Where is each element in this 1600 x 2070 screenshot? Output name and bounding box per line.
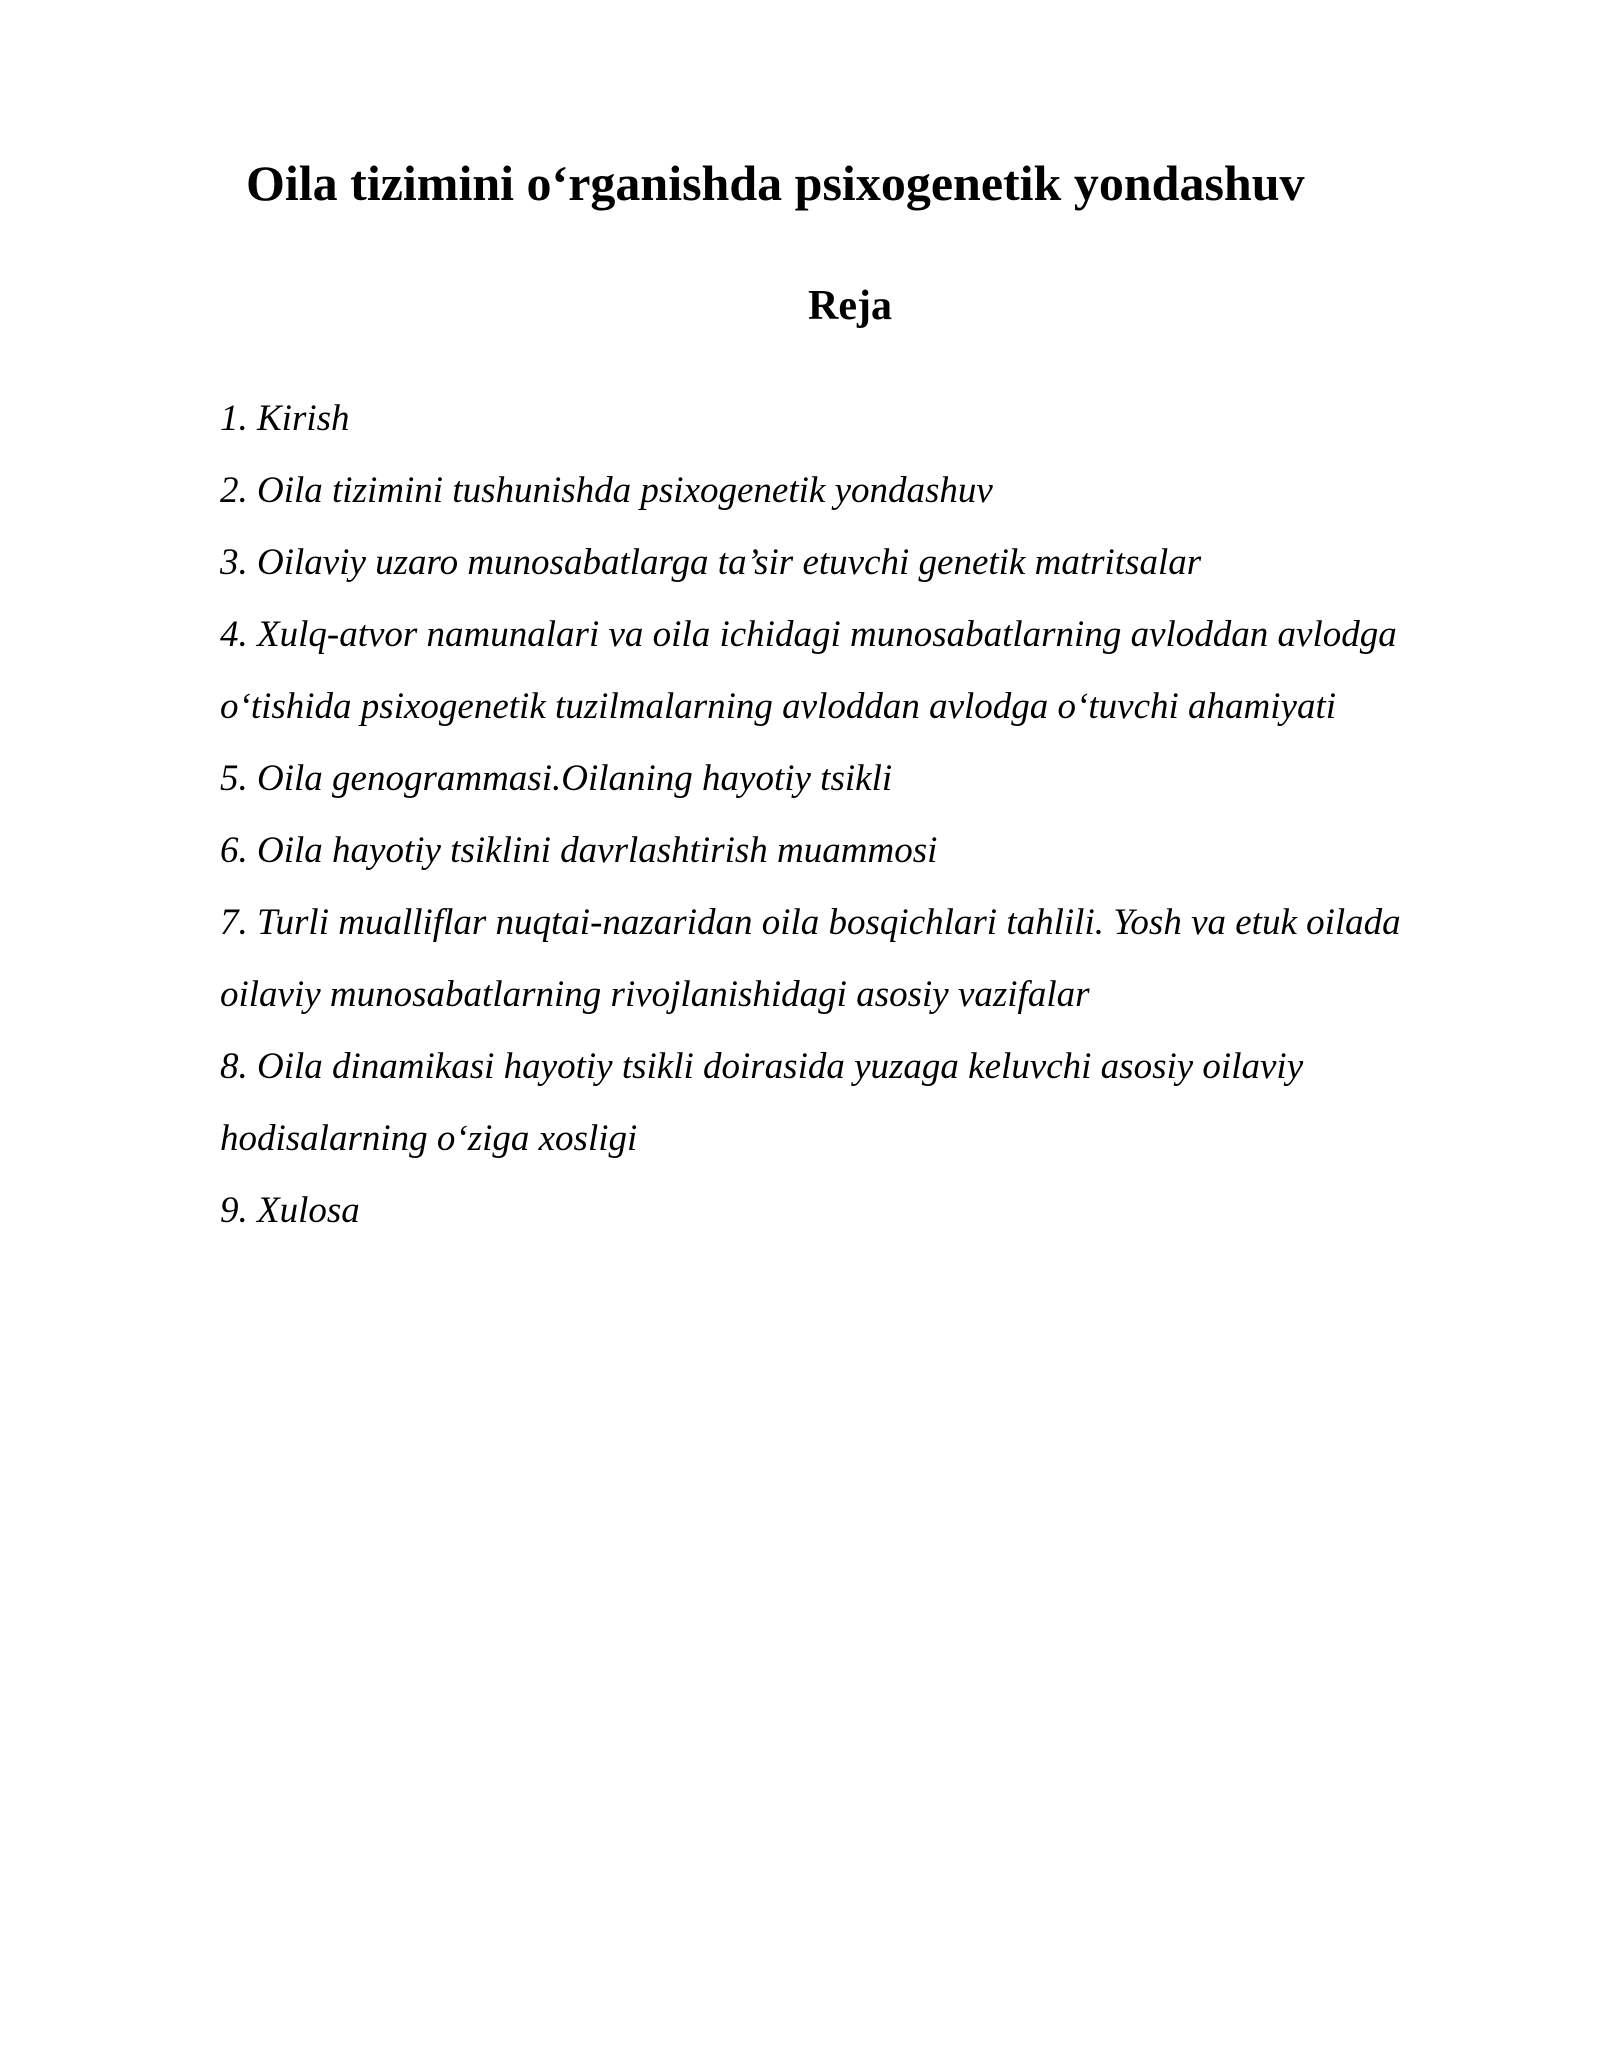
plan-item-7: 7. Turli mualliflar nuqtai-nazaridan oila bosqichlari tahlili. Yosh va etuk oilada oilaviy munosabatlarning rivojlanishidagi asosiy vazifalar (220, 902, 1401, 1015)
plan-heading: Reja (808, 283, 892, 329)
plan-item-5: 5. Oila genogrammasi.Oilaning hayotiy tsikli (220, 758, 893, 799)
plan-item-1: 1. Kirish (220, 398, 350, 439)
plan-item-8: 8. Oila dinamikasi hayotiy tsikli doirasida yuzaga keluvchi asosiy oilaviy hodisalarning o‘ziga xosligi (220, 1046, 1304, 1159)
plan-item-2: 2. Oila tizimini tushunishda psixogenetik yondashuv (220, 470, 993, 511)
plan-list (220, 383, 1450, 1247)
plan-item-3: 3. Oilaviy uzaro munosabatlarga ta’sir etuvchi genetik matritsalar (220, 542, 1202, 583)
plan-item-6: 6. Oila hayotiy tsiklini davrlashtirish muammosi (220, 830, 938, 871)
plan-item-9: 9. Xulosa (220, 1190, 360, 1231)
plan-item-4: 4. Xulq-atvor namunalari va oila ichidagi munosabatlarning avloddan avlodga o‘tishida psixogenetik tuzilmalarning avloddan avlodga o‘tuvchi ahamiyati (220, 614, 1397, 727)
document-title: Oila tizimini o‘rganishda psixogenetik yondashuv (246, 155, 1305, 211)
